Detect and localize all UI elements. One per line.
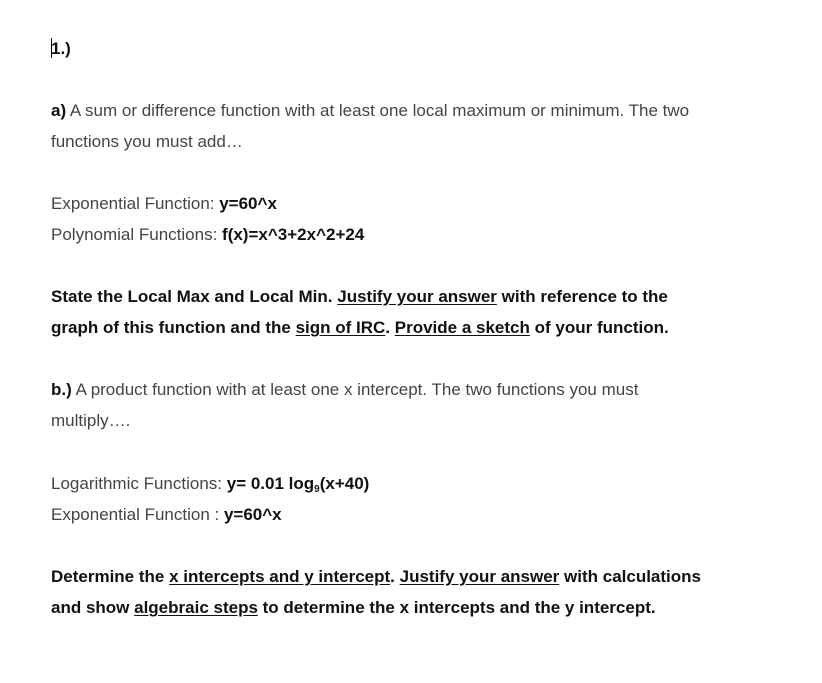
log-function-equation (227, 474, 370, 493)
task-b1-rest: with calculations (559, 567, 701, 586)
log-eq-prefix: y= 0.01 log (226, 474, 315, 493)
question-number: 1.) (51, 39, 71, 58)
intercepts-underlined: x intercepts and y intercept (169, 567, 391, 586)
exp-function-equation: y=60^x (219, 194, 277, 213)
task-b1-mid: . (390, 567, 400, 586)
exp-function-label-b: Exponential Function : (51, 505, 224, 524)
justify-answer-underlined-b: Justify your answer (399, 567, 560, 586)
task-a2-mid: . (385, 318, 395, 337)
part-a-task-line2 (51, 318, 669, 338)
part-a-label: a) (51, 101, 67, 120)
poly-function-label: Polynomial Functions: (51, 225, 223, 244)
task-b1-text: Determine the (51, 567, 170, 586)
part-a-polynomial-line (51, 225, 364, 245)
provide-sketch-underlined: Provide a sketch (394, 318, 530, 337)
exp-function-equation-b: y=60^x (223, 505, 282, 524)
part-b-intro-text: A product function with at least one x intercept. The two functions you must (71, 380, 639, 399)
task-a1-text: State the Local Max and Local Min. (51, 287, 338, 306)
task-a1-rest: with reference to the (496, 287, 668, 306)
poly-function-equation: f(x)=x^3+2x^2+24 (222, 225, 365, 244)
part-a-intro-text: A sum or difference function with at least one local maximum or minimum. The two (66, 101, 690, 120)
part-a-task-line1 (51, 287, 668, 307)
algebraic-steps-underlined: algebraic steps (134, 598, 258, 617)
part-b-log-line (51, 474, 369, 494)
task-a2-text: graph of this function and the (51, 318, 296, 337)
task-a2-rest: of your function. (529, 318, 669, 337)
part-b-intro-line1 (51, 380, 638, 400)
justify-answer-underlined: Justify your answer (337, 287, 497, 306)
part-b-intro-line2: multiply…. (51, 411, 131, 430)
part-b-task-line2 (51, 598, 656, 618)
part-a-intro-line2: functions you must add… (51, 132, 243, 151)
part-b-exponential-line (51, 505, 282, 525)
sign-of-irc-underlined: sign of IRC (295, 318, 386, 337)
exp-function-label: Exponential Function: (51, 194, 220, 213)
log-eq-suffix: (x+40) (319, 474, 370, 493)
part-b-label: b.) (51, 380, 72, 399)
part-a-intro-line1 (51, 101, 689, 121)
log-function-label: Logarithmic Functions: (51, 474, 227, 493)
part-a-exponential-line (51, 194, 277, 214)
task-b2-rest: to determine the x intercepts and the y intercept. (257, 598, 656, 617)
part-b-task-line1 (51, 567, 701, 587)
log-base: 9 (314, 484, 320, 495)
task-b2-text: and show (51, 598, 135, 617)
